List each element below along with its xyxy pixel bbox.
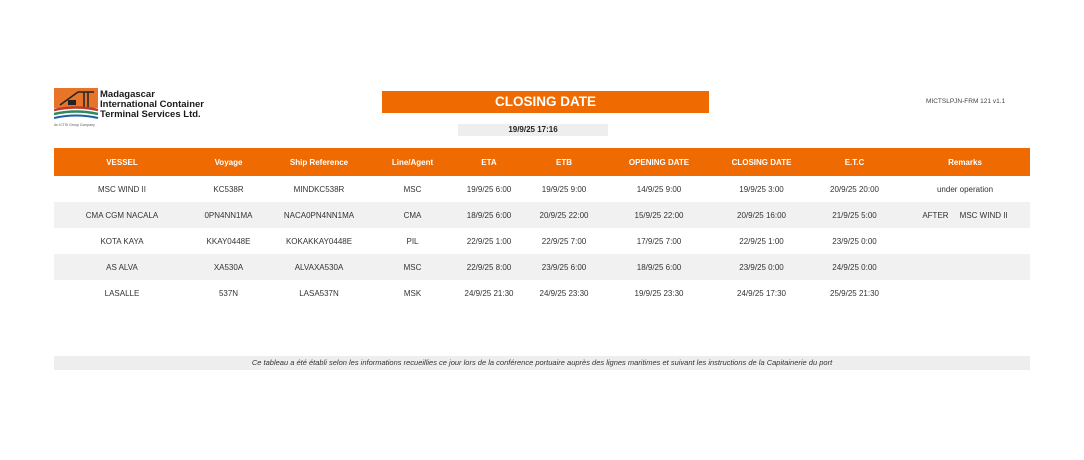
cell-eta: 19/9/25 6:00 [466, 184, 512, 194]
cell-line-agent: CMA [371, 202, 454, 228]
cell-closing-date: 23/9/25 0:00 [714, 254, 809, 280]
page-title: CLOSING DATE [382, 91, 709, 113]
cell-remarks [900, 280, 1030, 306]
company-name-line2: International Container [100, 99, 204, 110]
table-row [54, 254, 1030, 280]
company-subtitle: An ICTSI Group Company [54, 123, 95, 127]
closing-date-table [54, 148, 1030, 306]
company-logo [54, 88, 224, 132]
cell-ship-reference: KOKAKKAY0448E [285, 236, 353, 246]
cell-eta: 22/9/25 8:00 [454, 254, 524, 280]
header-etc: E.T.C [809, 148, 900, 176]
cell-eta: 22/9/25 1:00 [466, 236, 512, 246]
cell-voyage: XA530A [190, 254, 267, 280]
cell-closing-date: 20/9/25 16:00 [714, 202, 809, 228]
cell-voyage: 537N [218, 288, 239, 298]
cell-voyage: KC538R [213, 184, 244, 194]
report-datetime: 19/9/25 17:16 [458, 124, 608, 136]
cell-voyage: KKAY0448E [206, 236, 251, 246]
cell-closing-date: 22/9/25 1:00 [739, 236, 784, 246]
table-row [54, 228, 1030, 254]
cell-etc: 23/9/25 0:00 [832, 236, 877, 246]
cell-etb: 24/9/25 23:30 [539, 288, 589, 298]
footer-note: Ce tableau a été établi selon les informations recueillies ce jour lors de la conférence portuaire auprès des lignes maritimes et suivant les instructions de la Capitainerie du port [54, 356, 1030, 370]
header-ship-reference: Ship Reference [267, 148, 371, 176]
cell-ship-reference: LASA537N [299, 288, 339, 298]
cell-line-agent: MSC [403, 184, 422, 194]
cell-remarks [900, 228, 1030, 254]
cell-etc: 20/9/25 20:00 [830, 184, 879, 194]
cell-etb: 20/9/25 22:00 [524, 202, 604, 228]
cell-etb: 22/9/25 7:00 [541, 236, 587, 246]
table-row [54, 202, 1030, 228]
cell-closing-date: 24/9/25 17:30 [737, 288, 786, 298]
header-remarks: Remarks [900, 148, 1030, 176]
table-header-row [54, 148, 1030, 176]
cell-etb: 19/9/25 9:00 [541, 184, 587, 194]
company-name-line1: Madagascar [100, 89, 155, 100]
cell-eta: 18/9/25 6:00 [454, 202, 524, 228]
cell-opening-date: 19/9/25 23:30 [634, 288, 684, 298]
cell-voyage: 0PN4NN1MA [190, 202, 267, 228]
cell-remarks [900, 254, 1030, 280]
crane-logo-icon [54, 88, 100, 122]
cell-opening-date: 18/9/25 6:00 [604, 254, 714, 280]
cell-line-agent: MSC [371, 254, 454, 280]
cell-vessel: LASALLE [104, 288, 140, 298]
cell-eta: 24/9/25 21:30 [464, 288, 514, 298]
header-line-agent: Line/Agent [371, 148, 454, 176]
header-eta: ETA [454, 148, 524, 176]
cell-remarks: under operation [936, 184, 994, 194]
company-name [100, 90, 204, 120]
cell-vessel: AS ALVA [54, 254, 190, 280]
header-opening-date: OPENING DATE [604, 148, 714, 176]
header-voyage: Voyage [190, 148, 267, 176]
cell-opening-date: 17/9/25 7:00 [636, 236, 682, 246]
cell-line-agent: MSK [403, 288, 422, 298]
cell-ship-reference: MINDKC538R [293, 184, 345, 194]
cell-vessel: KOTA KAYA [100, 236, 144, 246]
cell-ship-reference: NACA0PN4NN1MA [267, 202, 371, 228]
header-vessel: VESSEL [54, 148, 190, 176]
cell-opening-date: 15/9/25 22:00 [604, 202, 714, 228]
table-row [54, 280, 1030, 306]
cell-etc: 21/9/25 5:00 [809, 202, 900, 228]
cell-vessel: MSC WIND II [98, 184, 146, 194]
header-etb: ETB [524, 148, 604, 176]
header-closing-date: CLOSING DATE [714, 148, 809, 176]
cell-remarks: AFTER MSC WIND II [900, 202, 1030, 228]
table-row [54, 176, 1030, 202]
cell-line-agent: PIL [406, 236, 419, 246]
cell-ship-reference: ALVAXA530A [267, 254, 371, 280]
cell-etc: 24/9/25 0:00 [809, 254, 900, 280]
cell-opening-date: 14/9/25 9:00 [636, 184, 682, 194]
form-code: MICTSLPJN-FRM 121 v1.1 [926, 98, 1006, 105]
cell-vessel: CMA CGM NACALA [54, 202, 190, 228]
cell-etc: 25/9/25 21:30 [830, 288, 879, 298]
cell-closing-date: 19/9/25 3:00 [739, 184, 784, 194]
company-name-line3: Terminal Services Ltd. [100, 109, 201, 120]
cell-etb: 23/9/25 6:00 [524, 254, 604, 280]
